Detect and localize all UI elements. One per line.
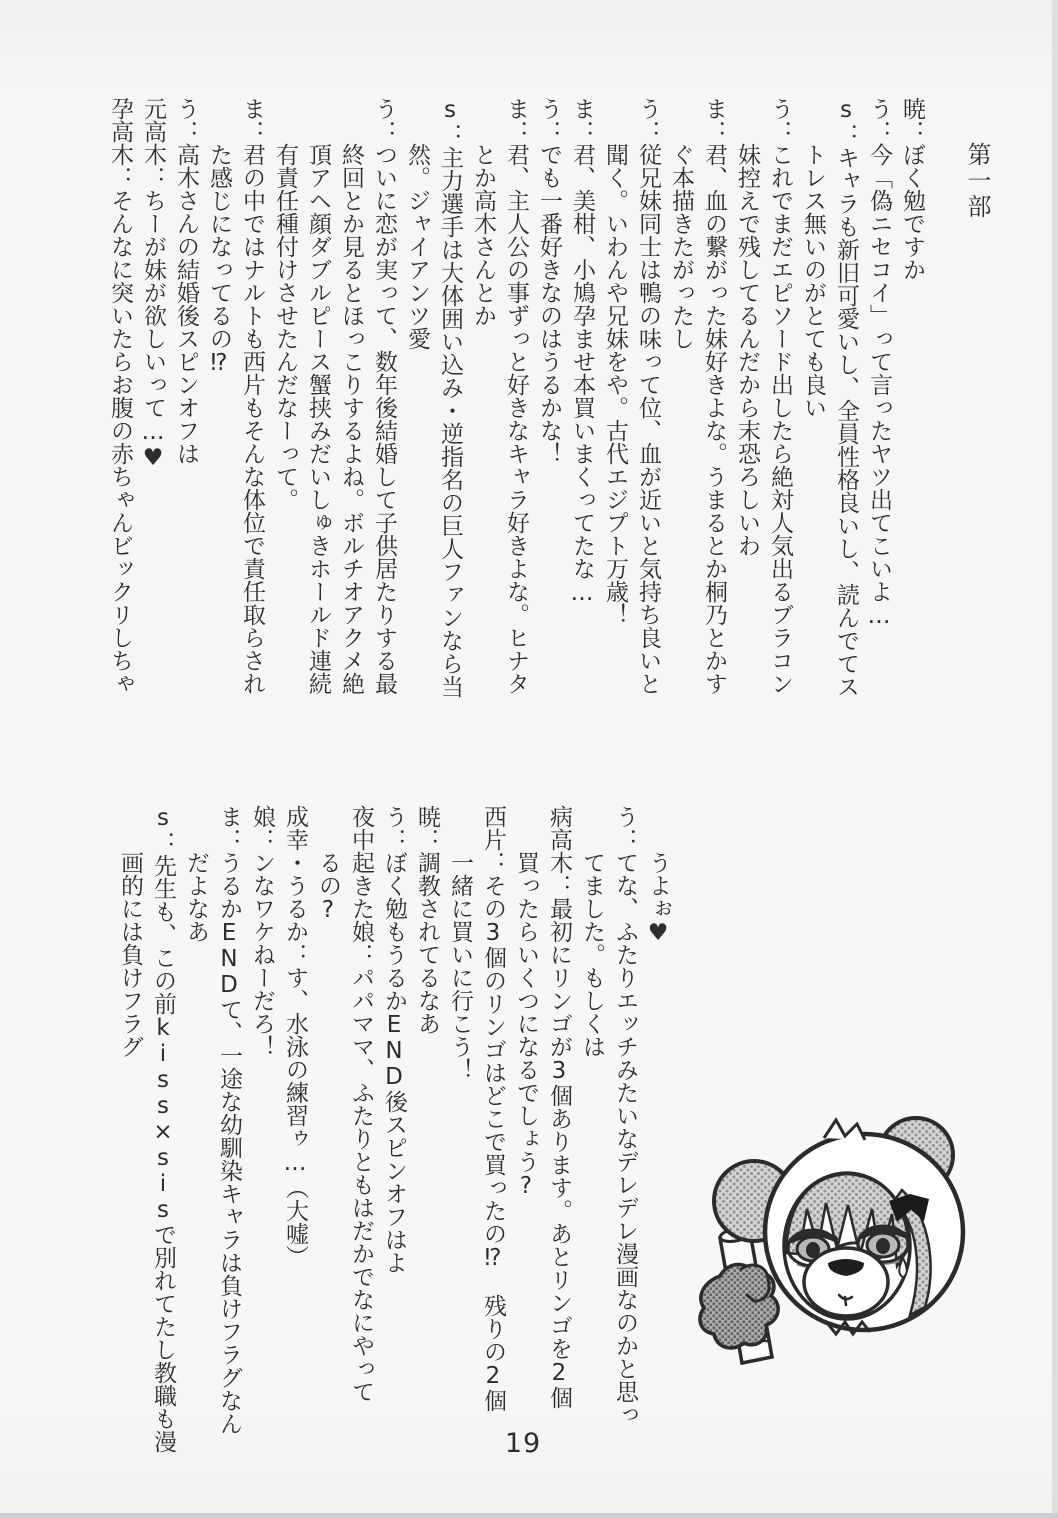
dialogue-line: だよなあ xyxy=(183,851,209,943)
dialogue-line: た感じになってるの⁉ xyxy=(206,143,232,376)
panda-muzzle xyxy=(804,1248,888,1316)
dialogue-block-bottom xyxy=(113,805,674,1457)
dialogue-line: 夜中起きた娘：パパママ、ふたりともはだかでなにやって xyxy=(348,805,374,1403)
dialogue-line: とか高木さんとか xyxy=(470,143,496,327)
dialogue-line: s：キャラも新旧可愛いし、全員性格良いし、読んでてス xyxy=(833,97,859,698)
dialogue-line: 然。ジャイアンツ愛 xyxy=(404,143,430,350)
dialogue-line: 暁：ぼく勉ですか xyxy=(899,97,925,281)
dialogue-line: 妹控えで残してるんだから末恐ろしいわ xyxy=(734,143,760,557)
dialogue-line: 孕高木：そんなに突いたらお腹の赤ちゃんビックリしちゃ xyxy=(107,97,133,695)
dialogue-line: う：これでまだエピソード出したら絶対人気出るブラコン xyxy=(767,97,793,695)
dialogue-line: 娘：ンなワケねーだろ！ xyxy=(249,805,275,1058)
section-header: 第一部 xyxy=(963,142,991,220)
dialogue-line: 成幸・うるか：す、水泳の練習ゥ…（大嘘） xyxy=(282,805,308,1268)
dialogue-line: s：主力選手は大体囲い込み・逆指名の巨人ファンなら当 xyxy=(437,97,463,698)
dialogue-line: う：従兄妹同士は鴨の味って位、血が近いと気持ち良いと xyxy=(635,97,661,695)
dialogue-line: ぐ本描きたがったし xyxy=(668,143,694,350)
dialogue-line: 聞く。いわんや兄妹をや。古代エジプト万歳！ xyxy=(602,143,628,626)
scan-edge-right xyxy=(1052,0,1058,1518)
dialogue-line: 元高木：ちーが妹が欲しいって…♥ xyxy=(140,97,166,471)
dialogue-line: ま：君の中ではナルトも西片もそんな体位で責任取らされ xyxy=(239,97,265,695)
dialogue-line: 頂アヘ顔ダブルピース蟹挟みだいしゅきホールド連続 xyxy=(305,143,331,695)
dialogue-line: るの? xyxy=(315,851,341,923)
hair-ahoge xyxy=(824,1120,865,1140)
dialogue-block-top xyxy=(103,97,928,745)
dialogue-line: う：ぼく勉もうるかEND後スピンオフはよ xyxy=(381,805,407,1274)
panda-hood-girl-illustration xyxy=(676,1098,992,1430)
scan-edge-bottom xyxy=(0,1513,1058,1518)
dialogue-line: 終回とか見るとほっこりするよね。ボルチオアクメ絶 xyxy=(338,143,364,695)
dialogue-line: s：先生も、この前kiss×sisで別れてたし教職も漫 xyxy=(150,805,176,1453)
dialogue-line: う：高木さんの結婚後スピンオフは xyxy=(173,97,199,465)
dialogue-line: う：てな、ふたりエッチみたいなデレデレ漫画なのかと思っ xyxy=(612,805,638,1426)
dialogue-line: ま：君、主人公の事ずっと好きなキャラ好きよな。ヒナタ xyxy=(503,97,529,695)
dialogue-line: 西片：その3個のリンゴはどこで買ったの⁉ 残りの2個 xyxy=(480,805,506,1412)
dialogue-line: う：今「偽ニセコイ」って言ったヤツ出てこいよ… xyxy=(866,97,892,629)
dialogue-line: トレス無いのがとても良い xyxy=(800,143,826,419)
dialogue-line: ま：うるかENDて、一途な幼馴染キャラは負けフラグなん xyxy=(216,805,242,1435)
dialogue-line: 病高木：最初にリンゴが3個あります。あとリンゴを2個 xyxy=(546,805,572,1409)
dialogue-line: ま：君、血の繋がった妹好きよな。うまるとか桐乃とかす xyxy=(701,97,727,695)
page-number: 19 xyxy=(504,1428,542,1459)
dialogue-line: ま：君、美柑、小鳩孕ませ本買いまくってたな… xyxy=(569,97,595,606)
dialogue-line: うよぉ♥ xyxy=(645,851,671,946)
dialogue-line: 買ったらいくつになるでしょう? xyxy=(513,851,539,1199)
dialogue-line: 画的には負けフラグ xyxy=(117,851,143,1058)
dialogue-line: 暁：調教されてるなあ xyxy=(414,805,440,1035)
dialogue-line: 一緒に買いに行こう！ xyxy=(447,851,473,1081)
dialogue-line: う：ついに恋が実って、数年後結婚して子供居たりする最 xyxy=(371,97,397,695)
dialogue-line: てました。もしくは xyxy=(579,851,605,1058)
dialogue-line: う：でも一番好きなのはうるかな！ xyxy=(536,97,562,465)
dialogue-line: 有責任種付けさせたんだなーって。 xyxy=(272,143,298,511)
